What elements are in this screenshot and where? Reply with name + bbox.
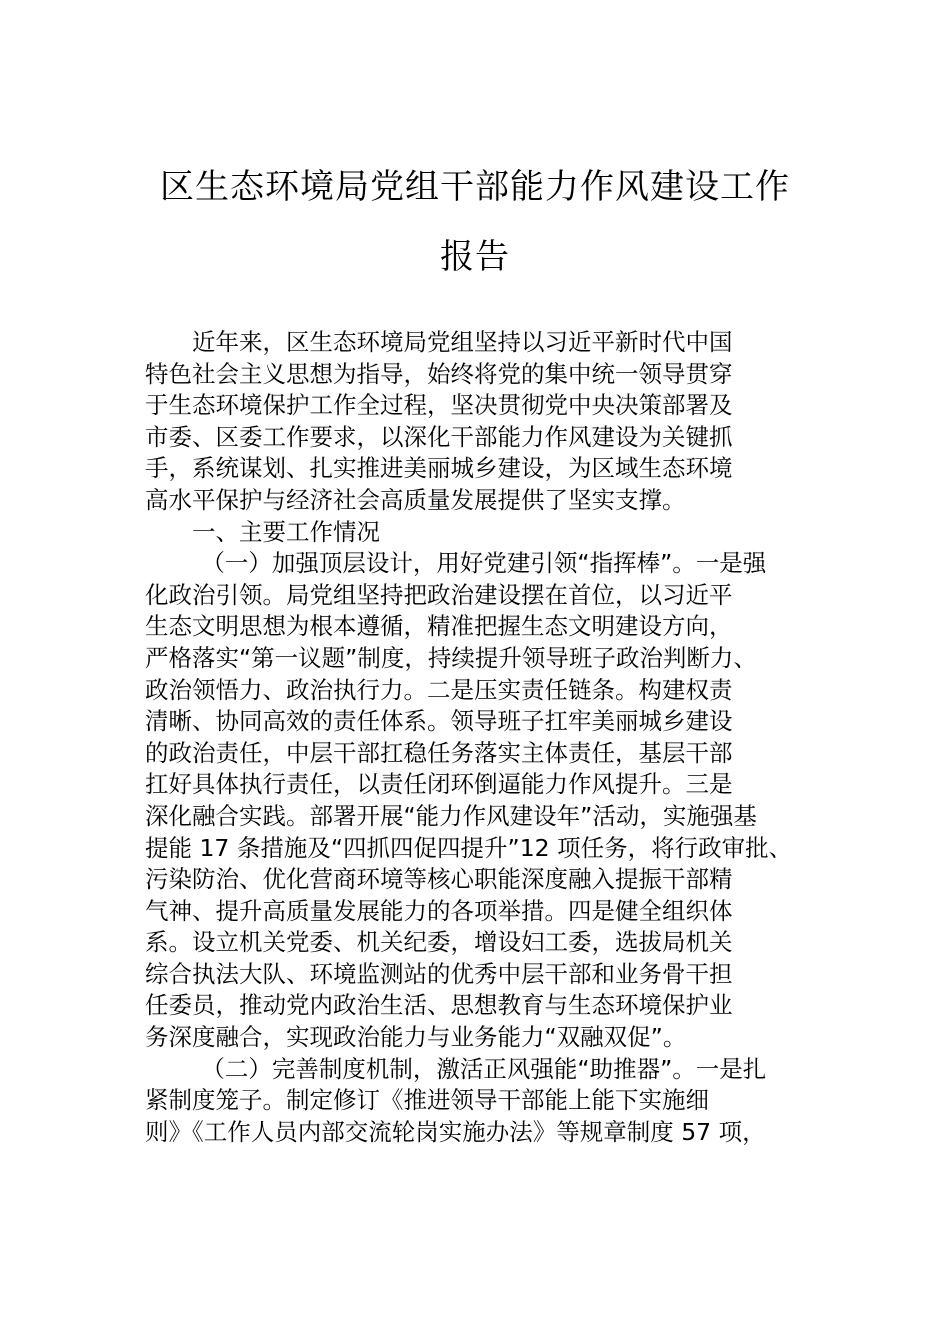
body-line: 清晰、协同高效的责任体系。领导班子扛牢美丽城乡建设 [145, 707, 733, 736]
document-title-line-1: 区生态环境局党组干部能力作风建设工作 [160, 167, 790, 207]
body-line: 化政治引领。局党组坚持把政治建设摆在首位，以习近平 [145, 580, 733, 609]
body-line: 一、主要工作情况 [192, 517, 380, 546]
body-line: 特色社会主义思想为指导，始终将党的集中统一领导贯穿 [145, 359, 733, 388]
body-line: 系。设立机关党委、机关纪委，增设妇工委，选拔局机关 [145, 928, 733, 957]
body-line: 高水平保护与经济社会高质量发展提供了坚实支撑。 [145, 485, 686, 514]
body-line: （二）完善制度机制，激活正风强能“助推器”。一是扎 [201, 1054, 767, 1083]
body-line: 的政治责任，中层干部扛稳任务落实主体责任，基层干部 [145, 738, 733, 767]
body-line: 生态文明思想为根本遵循，精准把握生态文明建设方向， [145, 612, 733, 641]
body-line: 务深度融合，实现政治能力与业务能力“双融双促”。 [145, 1023, 687, 1052]
body-line: 紧制度笼子。制定修订《推进领导干部能上能下实施细 [145, 1086, 709, 1115]
body-line: 政治领悟力、政治执行力。二是压实责任链条。构建权责 [145, 675, 733, 704]
body-line: 提能 17 条措施及“四抓四促四提升”12 项任务，将行政审批、 [145, 833, 793, 862]
body-line: 于生态环境保护工作全过程，坚决贯彻党中央决策部署及 [145, 391, 733, 420]
body-line: 污染防治、优化营商环境等核心职能深度融入提振干部精 [145, 865, 733, 894]
document-body [145, 327, 825, 1148]
body-line: 深化融合实践。部署开展“能力作风建设年”活动，实施强基 [145, 801, 757, 830]
body-line: 扛好具体执行责任，以责任闭环倒逼能力作风提升。三是 [145, 770, 733, 799]
document-title-line-2: 报告 [440, 237, 510, 277]
body-line: 则》《工作人员内部交流轮岗实施办法》等规章制度 57 项， [145, 1117, 766, 1146]
body-line: 近年来，区生态环境局党组坚持以习近平新时代中国 [192, 328, 733, 356]
body-line: （一）加强顶层设计，用好党建引领“指挥棒”。一是强 [201, 549, 767, 578]
body-line: 气神、提升高质量发展能力的各项举措。四是健全组织体 [145, 896, 733, 925]
body-line: 严格落实“第一议题”制度，持续提升领导班子政治判断力、 [145, 643, 757, 672]
body-line: 任委员，推动党内政治生活、思想教育与生态环境保护业 [145, 991, 733, 1020]
body-line: 市委、区委工作要求，以深化干部能力作风建设为关键抓 [145, 422, 733, 451]
body-line: 手，系统谋划、扎实推进美丽城乡建设，为区域生态环境 [145, 454, 733, 483]
body-line: 综合执法大队、环境监测站的优秀中层干部和业务骨干担 [145, 959, 733, 988]
